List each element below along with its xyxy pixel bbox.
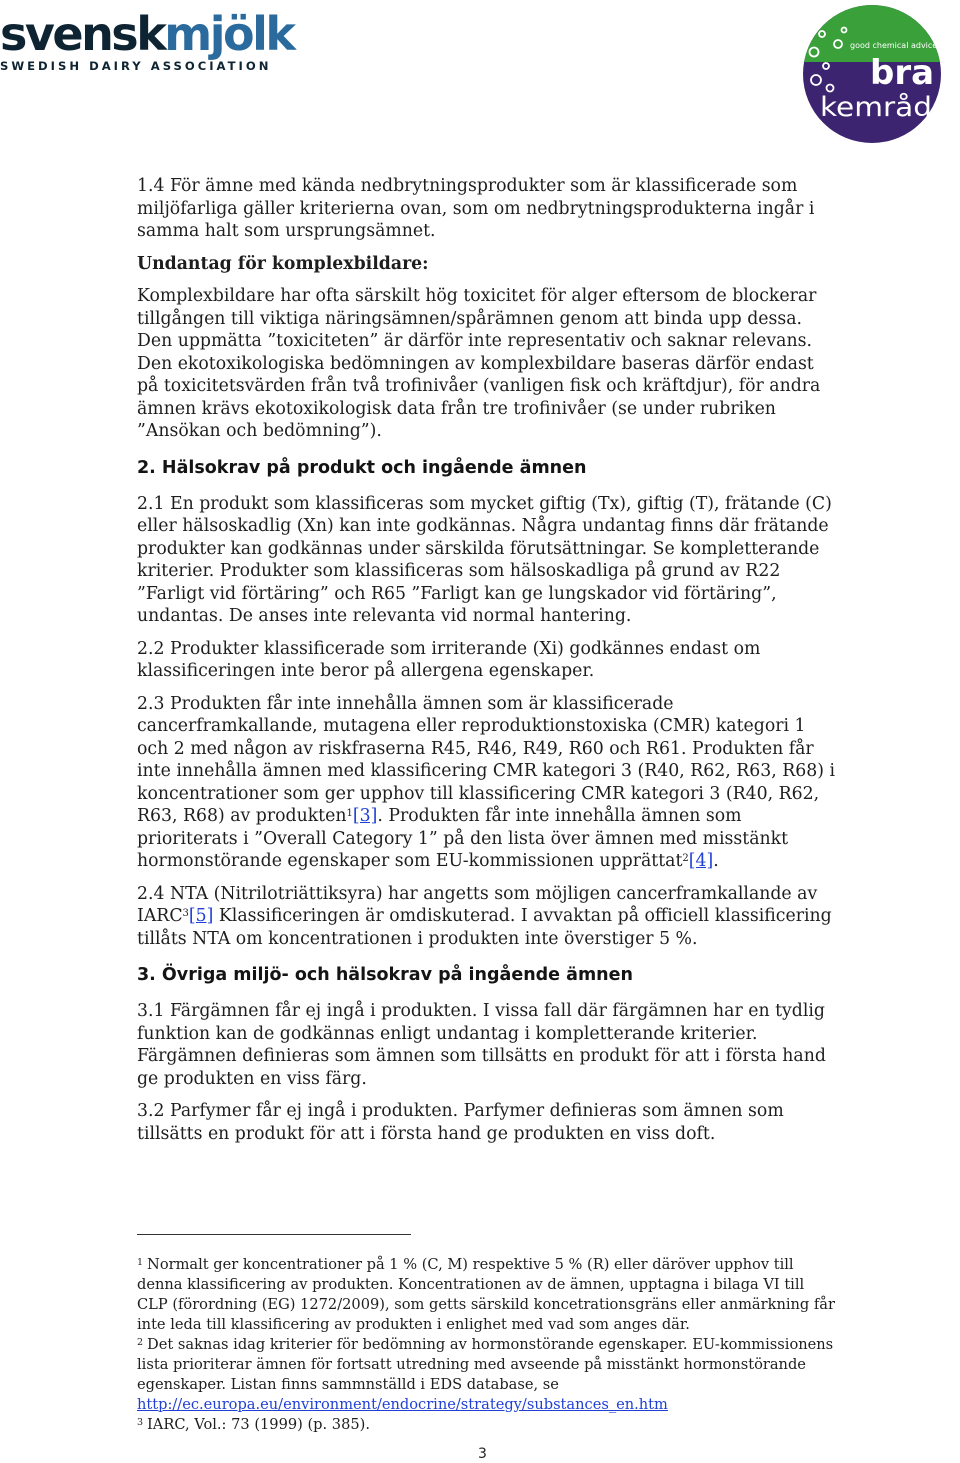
footnote-marker-1: 1 bbox=[346, 808, 353, 819]
paragraph-complexbildare: Komplexbildare har ofta särskilt hög toxicitet för alger eftersom de blockerar tillgången till viktiga näringsämnen/spårämnen genom att binda upp dessa. Den uppmätta ”toxiciteten” är därför inte representativ och saknar relevans. Den ekotoxikologiska bedömningen av komplexbildare baseras därför endast på toxicitetsvärden från två trofinivåer (vanligen fisk och kräftdjur), för andra ämnen krävs ekotoxikologisk data från tre trofinivåer (se under rubriken ”Ansökan och bedömning”). bbox=[137, 286, 821, 441]
reference-link-3[interactable]: [3] bbox=[352, 806, 378, 826]
footnotes bbox=[137, 1255, 837, 1435]
footnote-3: $^3$ IARC, Vol.: 73 (1999) (p. 385). bbox=[137, 1416, 370, 1433]
page-number: 3 bbox=[478, 1446, 487, 1462]
logo-word-bra: bra bbox=[870, 53, 935, 93]
paragraph-1-4: 1.4 För ämne med kända nedbrytningsprodukter som är klassificerade som miljöfarliga gäller kriterierna ovan, som om nedbrytningsprodukterna ingår i samma halt som ursprungsämnet. bbox=[137, 176, 815, 241]
footnote-2: $^2$ Det saknas idag kriterier för bedömning av hormonstörande egenskaper. EU-kommissionens lista prioriterar ämnen för fortsatt utredning med avseende på misstänkt hormonstörande egenskaper. Listan finns sammnställd i EDS database, se http://ec.europa.eu/environment/endocrine/strategy/substances_en.htm bbox=[137, 1336, 834, 1413]
logo-subtitle: SWEDISH DAIRY ASSOCIATION bbox=[0, 59, 272, 73]
reference-link-4[interactable]: [4] bbox=[688, 851, 714, 871]
exception-heading: Undantag för komplexbildare: bbox=[137, 253, 429, 274]
logo-tagline: good chemical advice bbox=[850, 41, 938, 50]
footnote-marker-3: 3 bbox=[182, 908, 189, 919]
footnote-separator bbox=[137, 1234, 411, 1235]
logo-wordmark: svenskmjölk bbox=[0, 7, 294, 61]
eds-database-link[interactable]: http://ec.europa.eu/environment/endocrine/strategy/substances_en.htm bbox=[137, 1396, 668, 1413]
footnote-1: $^1$ Normalt ger koncentrationer på 1 % (C, M) respektive 5 % (R) eller däröver upphov till denna klassificering av produkten. Koncentrationen av de ämnen, upptagna i bilaga VI till CLP (förordning (EG) 1272/2009), som getts särskild koncetrationsgräns eller anmärkning får inte leda till klassificering av produkten i enlighet med vad som anges där. bbox=[137, 1256, 835, 1333]
paragraph-2-4: 2.4 NTA (Nitrilotriättiksyra) har angetts som möjligen cancerframkallande av IARC$^3$[5] Klassificeringen är omdiskuterad. I avvaktan på officiell klassificering tillåts NTA om koncentrationen i produkten inte överstiger 5 %. bbox=[137, 883, 832, 949]
bra-kemrad-logo bbox=[786, 4, 958, 144]
paragraph-2-2: 2.2 Produkter klassificerade som irriterande (Xi) godkännes endast om klassificeringen inte beror på allergena egenskaper. bbox=[137, 638, 761, 681]
logo-word-kemrad: kemråd bbox=[820, 92, 932, 123]
paragraph-3-2: 3.2 Parfymer får ej ingå i produkten. Parfymer definieras som ämnen som tillsätts en produkt för att i första hand ge produkten en viss doft. bbox=[137, 1101, 784, 1144]
footnote-marker-2: 2 bbox=[682, 853, 689, 864]
svensk-mjolk-logo bbox=[0, 6, 294, 73]
section-heading-2: 2. Hälsokrav på produkt och ingående ämnen bbox=[137, 457, 587, 478]
paragraph-3-1: 3.1 Färgämnen får ej ingå i produkten. I vissa fall där färgämnen har en tydlig funktion kan de godkännas enligt undantag i kompletterande kriterier. Färgämnen definieras som ämnen som tillsätts en produkt för att i första hand ge produkten en viss färg. bbox=[137, 1001, 826, 1089]
paragraph-2-3: 2.3 Produkten får inte innehålla ämnen som är klassificerade cancerframkallande, mutagena eller reproduktionstoxiska (CMR) kategori 1 och 2 med någon av riskfraserna R45, R46, R49, R60 och R61. Produkten får inte innehålla ämnen med klassificering CMR kategori 3 (R40, R62, R63, R68) i koncentrationer som ger upphov till klassificering CMR kategori 3 (R40, R62, R63, R68) av produkten$^1$[3]. Produkten får inte innehålla ämnen som prioriterats i ”Overall Category 1” på den lista över ämnen med misstänkt hormonstörande egenskaper som EU-kommissionen upprättat$^2$[4]. bbox=[137, 693, 836, 871]
paragraph-2-1: 2.1 En produkt som klassificeras som mycket giftig (Tx), giftig (T), frätande (C) eller hälsoskadlig (Xn) kan inte godkännas. Några undantag finns där frätande produkter kan godkännas under särskilda förutsättningar. Se kompletterande kriterier. Produkter som klassificeras som hälsoskadliga på grund av R22 ”Farligt vid förtäring” och R65 ”Farligt kan ge lungskador vid förtäring”, undantas. De anses inte relevanta vid normal hantering. bbox=[137, 493, 832, 626]
section-heading-3: 3. Övriga miljö- och hälsokrav på ingående ämnen bbox=[137, 965, 633, 985]
reference-link-5[interactable]: [5] bbox=[188, 906, 214, 926]
document-body bbox=[137, 175, 837, 1145]
